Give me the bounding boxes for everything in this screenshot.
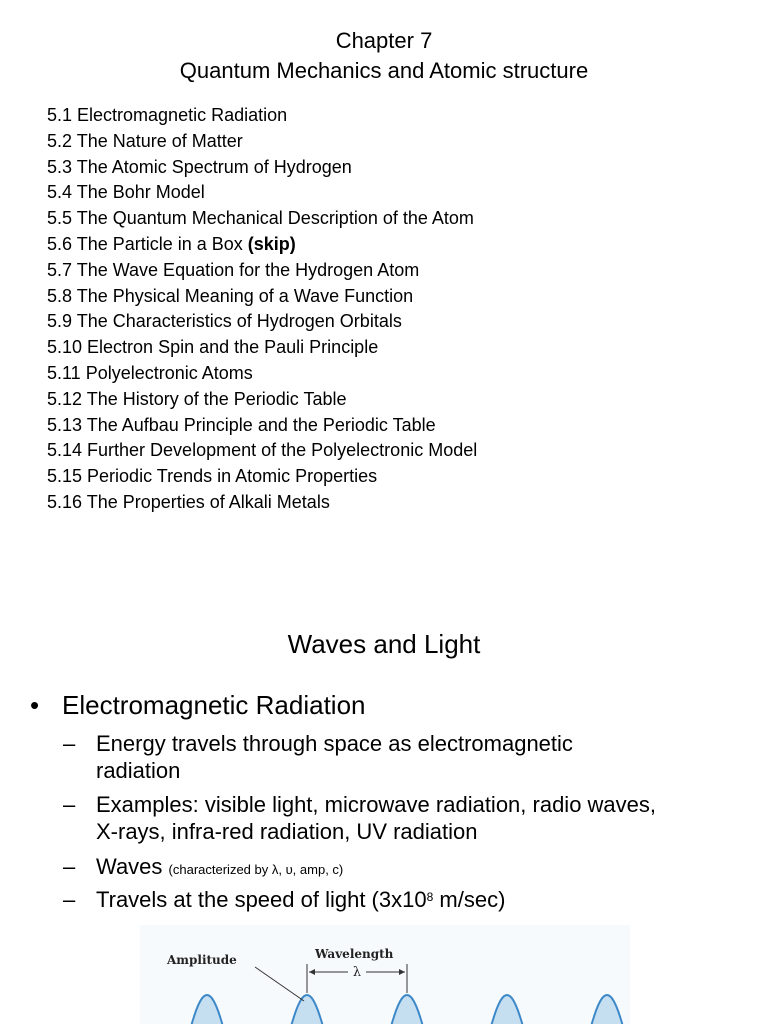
toc-item-text: 5.10 Electron Spin and the Pauli Principle <box>47 337 379 358</box>
sub-bullet-text: Examples: visible light, microwave radiation, radio waves, X-rays, infra-red radiation, UV radiation <box>96 792 657 844</box>
toc-item <box>47 284 477 310</box>
toc-item <box>47 413 477 439</box>
chapter-heading: Chapter 7 <box>335 28 433 53</box>
waves-note: (characterized by λ, υ, amp, c) <box>168 862 344 877</box>
slide-title: Waves and Light <box>287 629 481 659</box>
toc-item-text: 5.12 The History of the Periodic Table <box>47 388 347 409</box>
toc-item <box>47 438 477 464</box>
toc-item-text: 5.3 The Atomic Spectrum of Hydrogen <box>47 156 352 177</box>
main-bullet <box>30 688 366 722</box>
chapter-title: Quantum Mechanics and Atomic structure <box>179 58 589 83</box>
toc-item <box>47 490 477 516</box>
toc-item <box>47 232 477 258</box>
amplitude-label: Amplitude <box>167 953 237 967</box>
wave-diagram <box>140 925 640 1024</box>
toc-item-text: 5.9 The Characteristics of Hydrogen Orbitals <box>47 311 402 332</box>
sub-bullet-text-end: m/sec) <box>433 887 506 912</box>
toc-item <box>47 258 477 284</box>
toc-item-text: 5.2 The Nature of Matter <box>47 130 243 151</box>
dash-glyph: – <box>63 887 76 912</box>
toc-item <box>47 206 477 232</box>
wavelength-label: Wavelength <box>315 947 394 961</box>
table-of-contents <box>47 103 477 516</box>
toc-item-text: 5.4 The Bohr Model <box>47 182 205 203</box>
toc-item <box>47 103 477 129</box>
toc-item-text: 5.15 Periodic Trends in Atomic Properties <box>47 466 378 487</box>
toc-item <box>47 129 477 155</box>
main-bullet-text: Electromagnetic Radiation <box>62 690 366 720</box>
toc-item-text: 5.14 Further Development of the Polyelectronic Model <box>47 440 478 461</box>
lambda-label: λ <box>352 965 362 980</box>
sub-bullet-text: Waves <box>96 854 169 879</box>
toc-item <box>47 335 477 361</box>
toc-item-note: (skip) <box>247 233 296 254</box>
bullet-glyph: • <box>30 690 40 720</box>
sub-bullet-waves <box>63 853 343 883</box>
toc-item <box>47 180 477 206</box>
toc-item <box>47 464 477 490</box>
dash-glyph: – <box>63 854 76 879</box>
sub-bullet-text: Energy travels through space as electromagnetic radiation <box>96 731 573 783</box>
dash-glyph: – <box>63 731 76 756</box>
sub-bullet-speed <box>63 886 505 913</box>
toc-item-text: 5.13 The Aufbau Principle and the Periodic Table <box>47 414 436 435</box>
toc-item-text: 5.6 The Particle in a Box <box>47 233 248 254</box>
toc-item-text: 5.11 Polyelectronic Atoms <box>47 362 253 383</box>
toc-item-text: 5.1 Electromagnetic Radiation <box>47 105 288 125</box>
toc-item <box>47 387 477 413</box>
sub-bullet-energy <box>63 730 663 784</box>
sub-bullet-text: Travels at the speed of light (3x10 <box>96 887 427 912</box>
toc-item <box>47 309 477 335</box>
toc-item-text: 5.5 The Quantum Mechanical Description of the Atom <box>47 208 474 229</box>
toc-item-text: 5.8 The Physical Meaning of a Wave Function <box>47 285 414 306</box>
toc-item-text: 5.16 The Properties of Alkali Metals <box>47 491 330 512</box>
toc-item <box>47 155 477 181</box>
exponent: 8 <box>426 890 434 904</box>
sub-bullet-examples <box>63 791 683 845</box>
dash-glyph: – <box>63 792 76 817</box>
toc-item <box>47 361 477 387</box>
toc-item-text: 5.7 The Wave Equation for the Hydrogen Atom <box>47 259 420 280</box>
